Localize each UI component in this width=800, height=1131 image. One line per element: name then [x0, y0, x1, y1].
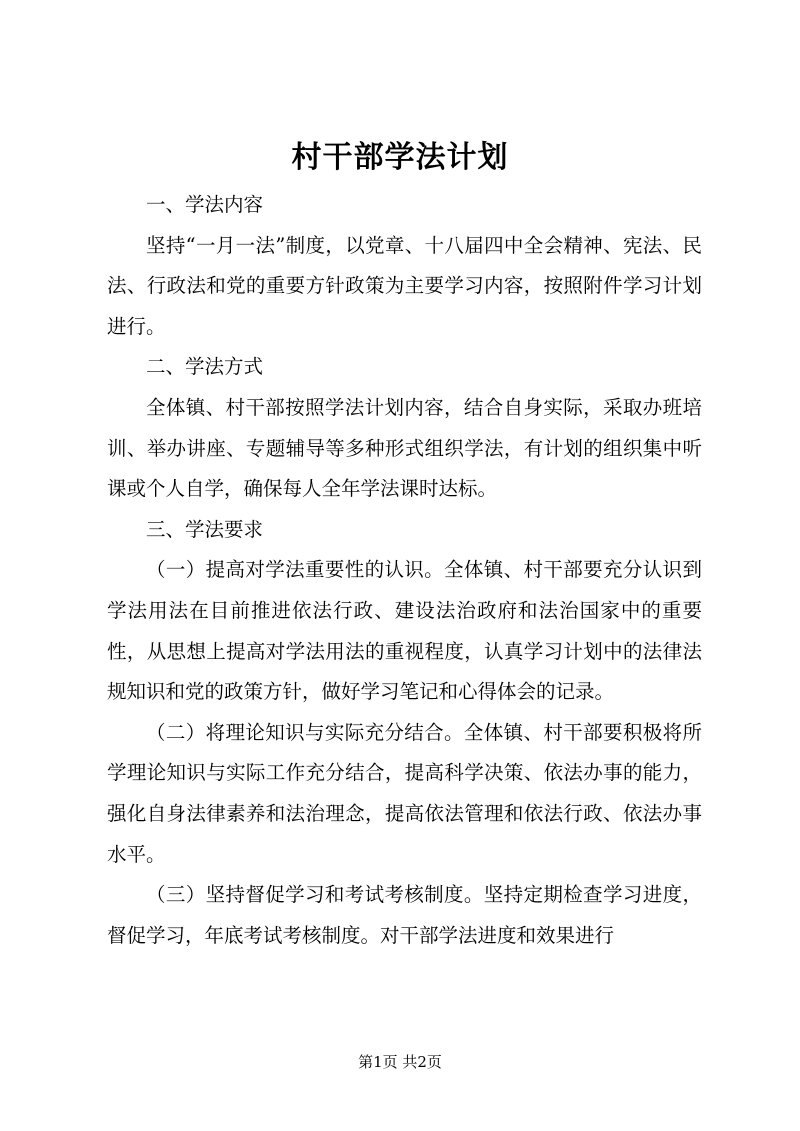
- paragraph-requirement-3: （三）坚持督促学习和考试考核制度。坚持定期检查学习进度，督促学习，年底考试考核制度。对干部学法进度和效果进行: [107, 883, 702, 947]
- section-heading-requirements: 三、学法要求: [146, 517, 264, 541]
- paragraph-requirement-2: （二）将理论知识与实际充分结合。全体镇、村干部要积极将所学理论知识与实际工作充分结合，提高科学决策、依法办事的能力，强化自身法律素养和法治理念，提高依法管理和依法行政、依法办事水平。: [107, 720, 702, 866]
- page-footer: 第1页 共2页: [358, 1053, 442, 1071]
- section-heading-content: 一、学法内容: [146, 193, 264, 216]
- paragraph-requirement-1: （一）提高对学法重要性的认识。全体镇、村干部要充分认识到学法用法在目前推进依法行政、建设法治政府和法治国家中的重要性，从思想上提高对学法用法的重视程度，认真学习计划中的法律法规知识和党的政策方针，做好学习笔记和心得体会的记录。: [107, 558, 702, 704]
- section-heading-method: 二、学法方式: [146, 355, 264, 379]
- document-title: 村干部学法计划: [291, 140, 509, 175]
- paragraph-method: 全体镇、村干部按照学法计划内容，结合自身实际，采取办班培训、举办讲座、专题辅导等多种形式组织学法，有计划的组织集中听课或个人自学，确保每人全年学法课时达标。: [107, 395, 702, 501]
- paragraph-content: 坚持“一月一法”制度，以党章、十八届四中全会精神、宪法、民法、行政法和党的重要方针政策为主要学习内容，按照附件学习计划进行。: [107, 233, 702, 338]
- document-body: [107, 185, 702, 956]
